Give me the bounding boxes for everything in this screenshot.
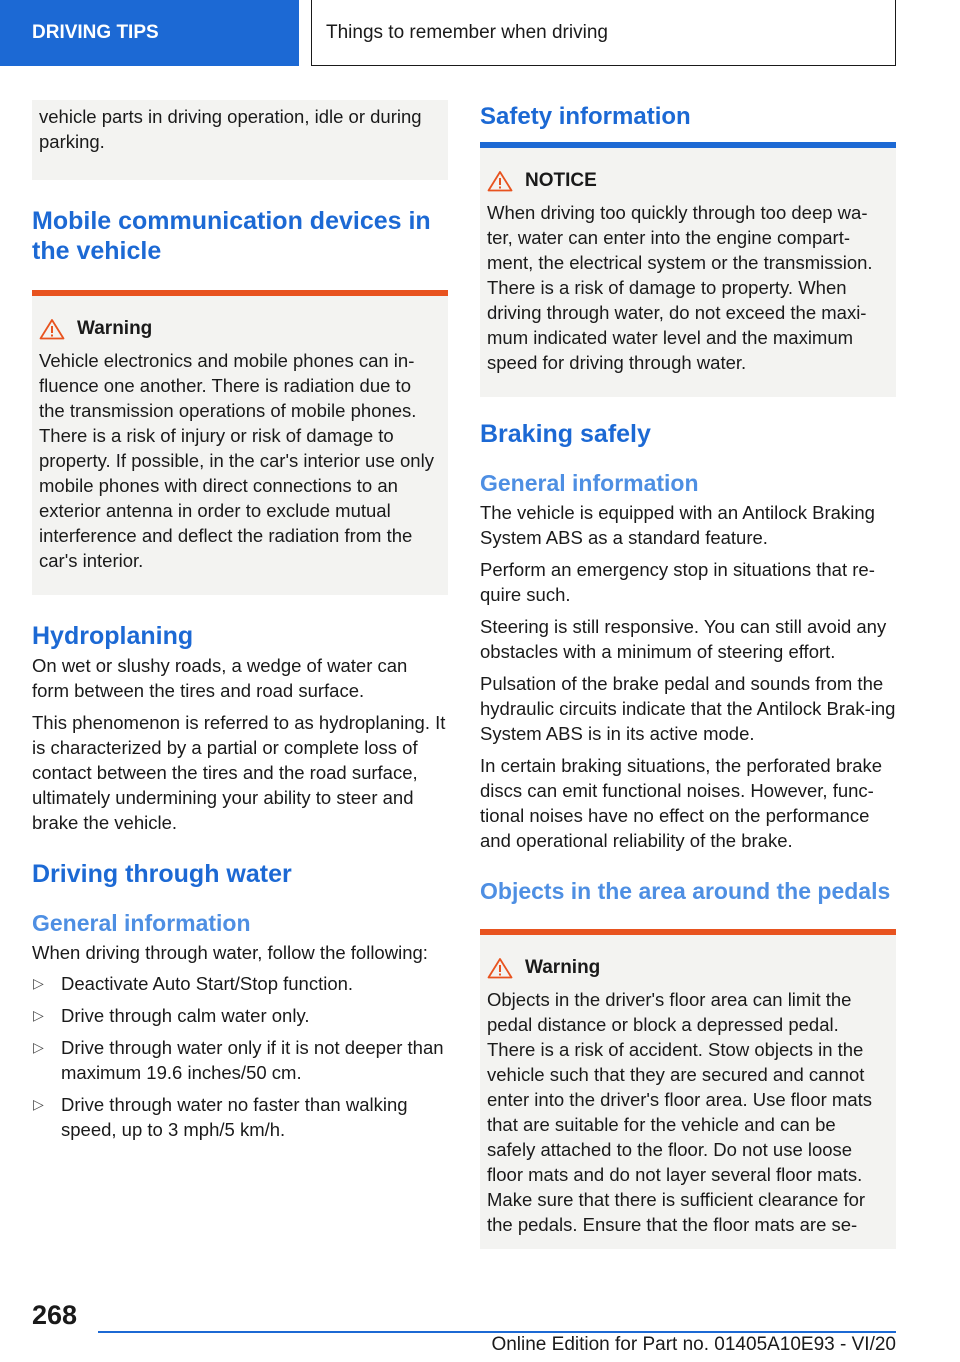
footer-edition: Online Edition for Part no. 01405A10E93 - VI/20 (491, 1334, 896, 1355)
water-intro: When driving through water, follow the following: (32, 942, 428, 963)
hydroplaning-paragraph-1: On wet or slushy roads, a wedge of water can form between the tires and road surface. (32, 655, 408, 701)
right-column (480, 100, 896, 1249)
warning-text: Vehicle electronics and mobile phones can in-fluence one another. There is radiation due to the transmission operations of mobile phones. There is a risk of injury or risk of damage to property. If possible, in the car's interior use only mobile phones with direct connections to an exterior antenna in order to exclude mutual interference and deflect the radiation from the car's interior. (39, 350, 434, 571)
section-tab: DRIVING TIPS (0, 0, 299, 66)
triangle-bullet-icon: ▷ (33, 975, 44, 991)
page-number: 268 (32, 1300, 78, 1330)
list-item: ▷ Deactivate Auto Start/Stop function. (33, 973, 354, 994)
braking-paragraph-1: The vehicle is equipped with an Antilock Braking System ABS as a standard feature. (480, 502, 875, 548)
list-item: ▷ Drive through water no faster than walking speed, up to 3 mph/5 km/h. (33, 1094, 408, 1140)
mobile-warning-box (32, 290, 448, 595)
hydroplaning-heading: Hydroplaning (32, 622, 194, 650)
mobile-devices-heading: Mobile communication devices in the vehicle (32, 207, 431, 265)
triangle-bullet-icon: ▷ (33, 1007, 44, 1023)
pedals-objects-subheading: Objects in the area around the pedals (480, 878, 891, 904)
braking-general-info-subheading: General information (480, 470, 699, 496)
triangle-bullet-icon: ▷ (33, 1096, 44, 1112)
list-item: ▷ Drive through calm water only. (33, 1005, 310, 1026)
triangle-bullet-icon: ▷ (33, 1039, 44, 1055)
braking-paragraph-3: Steering is still responsive. You can still avoid any obstacles with a minimum of steering effort. (480, 616, 887, 662)
braking-paragraph-2: Perform an emergency stop in situations that re-quire such. (480, 559, 875, 605)
warning-label: Warning (77, 318, 153, 339)
braking-safely-heading: Braking safely (480, 420, 651, 448)
driving-through-water-heading: Driving through water (32, 860, 292, 888)
page-header-title: Things to remember when driving (311, 0, 896, 66)
hydroplaning-paragraph-2: This phenomenon is referred to as hydroplaning. It is characterized by a partial or complete loss of contact between the tires and the road surface, ultimately undermining your ability to steer and brake the vehicle. (32, 712, 446, 833)
notice-label: NOTICE (525, 170, 597, 191)
left-column (32, 100, 448, 1149)
list-item: ▷ Drive through water only if it is not deeper than maximum 19.6 inches/50 cm. (33, 1037, 444, 1083)
continued-text-box (32, 100, 448, 180)
safety-information-heading: Safety information (480, 103, 691, 130)
braking-paragraph-4: Pulsation of the brake pedal and sounds from the hydraulic circuits indicate that the Antilock Brak-ing System ABS is in its active mode. (480, 673, 896, 744)
continued-text: vehicle parts in driving operation, idle or during parking. (39, 106, 422, 152)
warning-triangle-icon (487, 957, 513, 979)
notice-text: When driving too quickly through too deep wa-ter, water can enter into the engine compart-ment, the electrical system or the transmission. There is a risk of damage to property. When driving through water, do not exceed the maxi-mum indicated water level and the maximum speed for driving through water. (487, 202, 873, 373)
water-rules-list (32, 971, 448, 1142)
notice-box (480, 142, 896, 397)
warning-triangle-icon (39, 318, 65, 340)
water-general-info-subheading: General information (32, 910, 251, 936)
warning-label: Warning (525, 957, 601, 978)
warning-text: Objects in the driver's floor area can limit the pedal distance or block a depressed pedal. There is a risk of accident. Stow objects in the vehicle such that they are secured and cannot enter into the driver's floor area. Use floor mats that are suitable for the vehicle and can be safely attached to the floor. Do not use loose floor mats and do not layer several floor mats. Make sure that there is sufficient clearance for the pedals. Ensure that the floor mats are se- (487, 989, 873, 1235)
braking-paragraph-5: In certain braking situations, the perforated brake discs can emit functional noises. However, func-tional noises have no effect on the performance and operational reliability of the brake. (480, 755, 883, 851)
pedals-warning-box (480, 929, 896, 1249)
warning-triangle-icon (487, 170, 513, 192)
